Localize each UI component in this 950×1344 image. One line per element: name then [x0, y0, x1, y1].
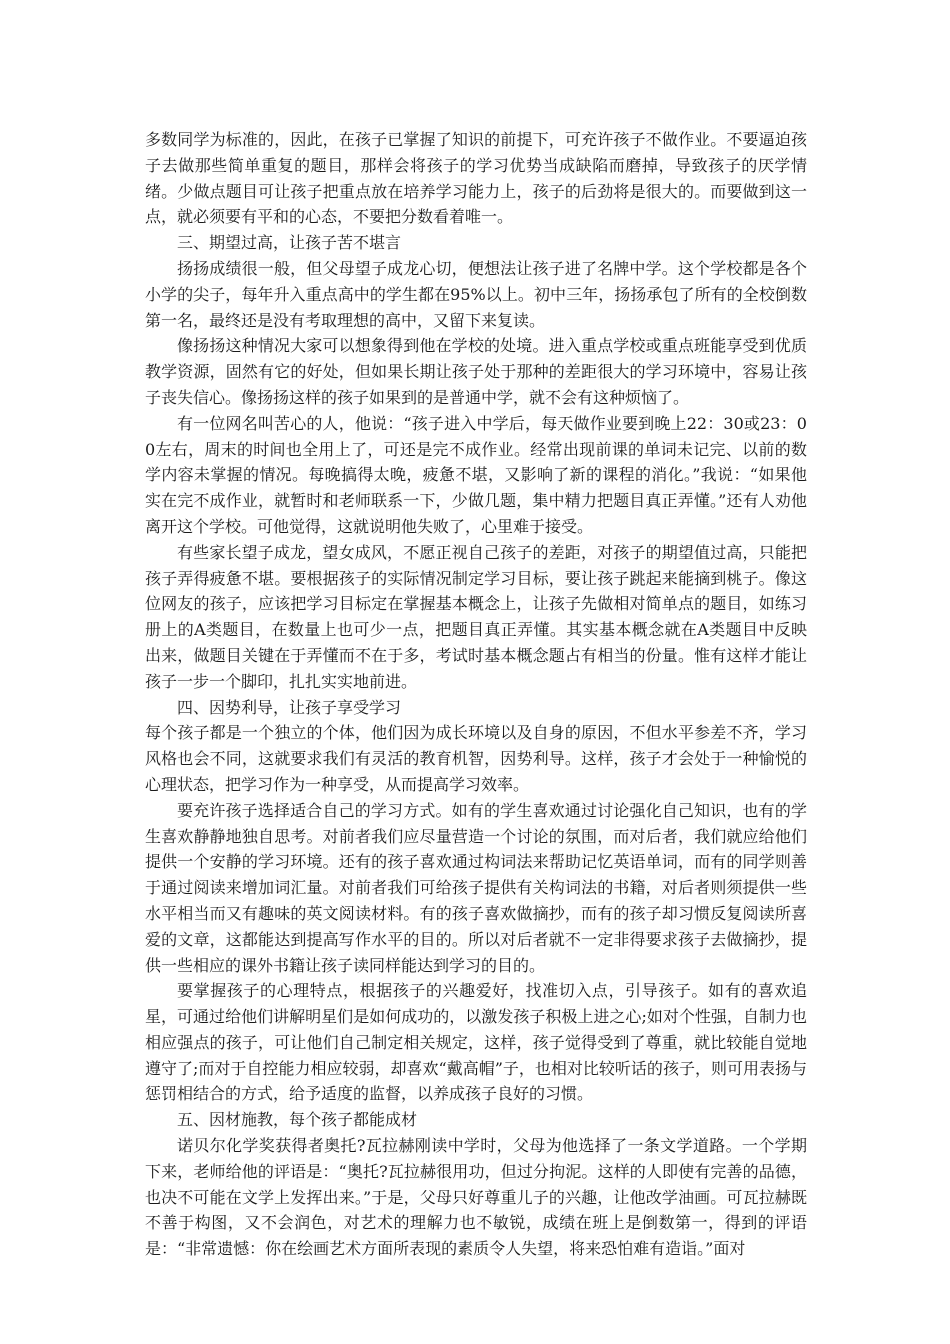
paragraph: 每个孩子都是一个独立的个体，他们因为成长环境以及自身的原因，不但水平参差不齐，学习风格也会不同，这就要求我们有灵活的教育机智，因势利导。这样，孩子才会处于一种愉悦的心理状态，把学习作为一种享受，从而提高学习效率。	[145, 723, 807, 794]
section-heading-5: 五、因材施教，每个孩子都能成材	[177, 1110, 418, 1130]
paragraph-continuation: 多数同学为标准的，因此，在孩子已掌握了知识的前提下，可充许孩子不做作业。不要逼迫孩子去做那些简单重复的题目，那样会将孩子的学习优势当成缺陷而磨掉，导致孩子的厌学情绪。少做点题目可让孩子把重点放在培养学习能力上，孩子的后劲将是很大的。而要做到这一点，就必须要有平和的心态，不要把分数看着唯一。	[145, 130, 807, 227]
paragraph: 像扬扬这种情况大家可以想象得到他在学校的处境。进入重点学校或重点班能享受到优质教学资源，固然有它的好处，但如果长期让孩子处于那种的差距很大的学习环境中，容易让孩子丧失信心。像扬扬这样的孩子如果到的是普通中学，就不会有这种烦恼了。	[145, 336, 807, 407]
paragraph: 扬扬成绩很一般，但父母望子成龙心切，便想法让孩子进了名牌中学。这个学校都是各个小学的尖子，每年升入重点高中的学生都在95%以上。初中三年，扬扬承包了所有的全校倒数第一名，最终还是没有考取理想的高中，又留下来复读。	[145, 258, 807, 330]
section-heading-3: 三、期望过高，让孩子苦不堪言	[177, 233, 402, 253]
paragraph: 有一位网名叫苦心的人，他说：“孩子进入中学后，每天做作业要到晚上22：30或23：00左右，周末的时间也全用上了，可还是完不成作业。经常出现前课的单词未记完、以前的数学内容未掌握的情况。每晚搞得太晚，疲惫不堪，又影响了新的课程的消化。”我说：“如果他实在完不成作业，就暂时和老师联系一下，少做几题，集中精力把题目真正弄懂。”还有人劝他离开这个学校。可他觉得，这就说明他失败了，心里难于接受。	[145, 413, 807, 536]
document-body	[145, 127, 807, 1262]
section-heading-4: 四、因势利导，让孩子享受学习	[177, 697, 402, 717]
paragraph: 要掌握孩子的心理特点，根据孩子的兴趣爱好，找准切入点，引导孩子。如有的喜欢追星，可通过给他们讲解明星们是如何成功的，以激发孩子积极上进之心;如对个性强，自制力也相应强点的孩子，可让他们自己制定相关规定，这样，孩子觉得受到了尊重，就比较能自觉地遵守了;而对于自控能力相应较弱，却喜欢“戴高帽”子，也相对比较听话的孩子，则可用表扬与惩罚相结合的方式，给予适度的监督，以养成孩子良好的习惯。	[145, 981, 807, 1104]
paragraph: 要充许孩子选择适合自己的学习方式。如有的学生喜欢通过讨论强化自己知识，也有的学生喜欢静静地独自思考。对前者我们应尽量营造一个讨论的氛围，而对后者，我们就应给他们提供一个安静的学习环境。还有的孩子喜欢通过构词法来帮助记忆英语单词，而有的同学则善于通过阅读来增加词汇量。对前者我们可给孩子提供有关构词法的书籍，对后者则须提供一些水平相当而又有趣味的英文阅读材料。有的孩子喜欢做摘抄，而有的孩子却习惯反复阅读所喜爱的文章，这都能达到提高写作水平的目的。所以对后者就不一定非得要求孩子去做摘抄，提供一些相应的课外书籍让孩子读同样能达到学习的目的。	[145, 800, 807, 975]
paragraph: 诺贝尔化学奖获得者奥托?瓦拉赫刚读中学时，父母为他选择了一条文学道路。一个学期下来，老师给他的评语是：“奥托?瓦拉赫很用功，但过分拘泥。这样的人即使有完善的品德，也决不可能在文学上发挥出来。”于是，父母只好尊重儿子的兴趣，让他改学油画。可瓦拉赫既不善于构图，又不会润色，对艺术的理解力也不敏锐，成绩在班上是倒数第一，得到的评语是：“非常遗憾：你在绘画艺术方面所表现的素质令人失望，将来恐怕难有造诣。”面对	[145, 1136, 807, 1259]
paragraph: 有些家长望子成龙，望女成风，不愿正视自己孩子的差距，对孩子的期望值过高，只能把孩子弄得疲惫不堪。要根据孩子的实际情况制定学习目标，要让孩子跳起来能摘到桃子。像这位网友的孩子，应该把学习目标定在掌握基本概念上，让孩子先做相对简单点的题目，如练习册上的A类题目，在数量上也可少一点，把题目真正弄懂。其实基本概念就在A类题目中反映出来，做题目关键在于弄懂而不在于多，考试时基本概念题占有相当的份量。惟有这样才能让孩子一步一个脚印，扎扎实实地前进。	[145, 542, 807, 691]
